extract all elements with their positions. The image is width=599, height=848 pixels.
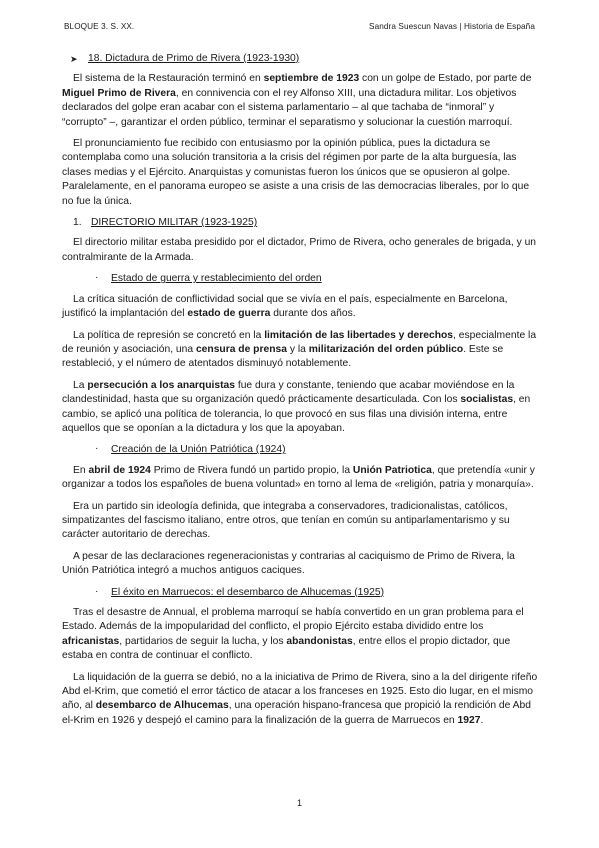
subheading	[62, 272, 538, 286]
bold-text: persecución a los anarquistas	[87, 379, 235, 391]
arrow-bullet-icon: ➤	[70, 54, 78, 64]
paragraph: La crítica situación de conflictividad social que se vivía en el país, especialmente en Barcelona, justificó la implantación del estado de guerra durante dos años.	[62, 293, 508, 320]
bold-text: limitación de las libertades y derechos	[264, 329, 454, 341]
bullet-icon: ·	[95, 585, 99, 597]
subheading	[62, 586, 538, 600]
bold-text: militarización del orden público	[308, 343, 464, 355]
bold-text: 1927	[457, 714, 481, 726]
subheading-title: Estado de guerra y restablecimiento del orden	[111, 273, 322, 285]
page-header	[64, 22, 535, 34]
header-left: BLOQUE 3. S. XX.	[64, 22, 135, 31]
paragraph: Era un partido sin ideología definida, que integraba a conservadores, tradicionalistas, católicos, simpatizantes del fascismo italiano, entre otros, que tenían en común su antiparlamentarismo y su carácter autoritario de derechas.	[62, 500, 510, 541]
page-number: 1	[296, 798, 302, 808]
paragraph: A pesar de las declaraciones regeneracionistas y contrarias al caciquismo de Primo de Rivera, la Unión Patriótica integró a muchos antiguos caciques.	[62, 550, 515, 577]
subheading-title: Creación de la Unión Patriótica (1924)	[111, 444, 286, 456]
bold-text: Unión Patriotica	[352, 464, 432, 476]
bold-text: censura de prensa	[195, 343, 287, 355]
bold-text: desembarco de Alhucemas	[95, 700, 229, 712]
header-right: Sandra Suescun Navas | Historia de España	[369, 22, 535, 31]
paragraph: La liquidación de la guerra se debió, no a la iniciativa de Primo de Rivera, sino a la del dirigente rifeño Abd el-Krim, que cometió el error táctico de atacar a los franceses en 1925. Esto dio lugar, en el mismo año, al desembarco de Alhucemas, una operación hispano-francesa que propició la rendición de Abd el-Krim en 1926 y despejó el camino para la finalización de la guerra de Marruecos en 1927.	[62, 671, 538, 726]
bold-text: septiembre de 1923	[263, 73, 360, 85]
paragraph: En abril de 1924 Primo de Rivera fundó un partido propio, la Unión Patriotica, que pretendía «unir y organizar a todos los españoles de buena voluntad» en torno al lema de «religión, patria y monarquía».	[62, 464, 535, 491]
heading-title: 18. Dictadura de Primo de Rivera (1923-1930)	[88, 53, 300, 64]
subheading	[62, 443, 538, 457]
bold-text: Miguel Primo de Rivera	[62, 87, 176, 99]
bold-text: socialistas	[460, 394, 514, 406]
document-body	[62, 52, 538, 735]
numbered-heading-title: DIRECTORIO MILITAR (1923-1925)	[91, 217, 258, 229]
paragraph: La persecución a los anarquistas fue dura y constante, teniendo que acabar moviéndose en la clandestinidad, hasta que su organización quedó prácticamente desarticulada. Con los socialistas, en cambio, se aplicó una política de tolerancia, lo que provocó en sus filas una división interna, entre aquellos que se oponían a la dictadura y los que la apoyaban.	[62, 379, 531, 434]
bold-text: abril de 1924	[88, 464, 151, 476]
bullet-icon: ·	[95, 272, 99, 284]
bold-text: estado de guerra	[187, 308, 271, 320]
bold-text: africanistas	[62, 635, 120, 647]
paragraph: El pronunciamiento fue recibido con entusiasmo por la opinión pública, pues la dictadura se contemplaba como una solución transitoria a la crisis del régimen por parte de la alta burguesía, las clases medias y el Ejército. Anarquistas y comunistas fueron los únicos que se opusieron al golpe. Paralelamente, en el panorama europeo se asiste a una crisis de las democracias liberales, por lo que no fue la única.	[62, 138, 530, 207]
subheading-title: El éxito en Marruecos: el desembarco de Alhucemas (1925)	[111, 586, 385, 598]
paragraph: El sistema de la Restauración terminó en septiembre de 1923 con un golpe de Estado, por parte de Miguel Primo de Rivera, en connivencia con el rey Alfonso XIII, una dictadura militar. Los objetivos declarados del golpe eran acabar con el sistema parlamentario – al que tachaba de “inmoral” y “corrupto” –, garantizar el orden público, terminar el separatismo y solucionar la cuestión marroquí.	[62, 73, 532, 128]
bullet-icon: ·	[95, 443, 99, 455]
section-heading	[62, 52, 538, 66]
paragraph: Tras el desastre de Annual, el problema marroquí se había convertido en un gran problema para el Estado. Además de la impopularidad del conflicto, el propio Ejército estaba dividido entre los africanistas, partidarios de seguir la lucha, y los abandonistas, entre ellos el propio dictador, que estaba en contra de continuar el conflicto.	[62, 607, 524, 662]
heading-number: 1.	[73, 217, 82, 229]
numbered-heading	[62, 216, 538, 230]
bold-text: abandonistas	[286, 635, 353, 647]
paragraph: La política de represión se concretó en la limitación de las libertades y derechos, especialmente la de reunión y asociación, una censura de prensa y la militarización del orden público. Este se restableció, y el número de atentados disminuyó notablemente.	[62, 329, 537, 370]
paragraph: El directorio militar estaba presidido por el dictador, Primo de Rivera, ocho generales de brigada, y un contralmirante de la Armada.	[62, 237, 537, 263]
